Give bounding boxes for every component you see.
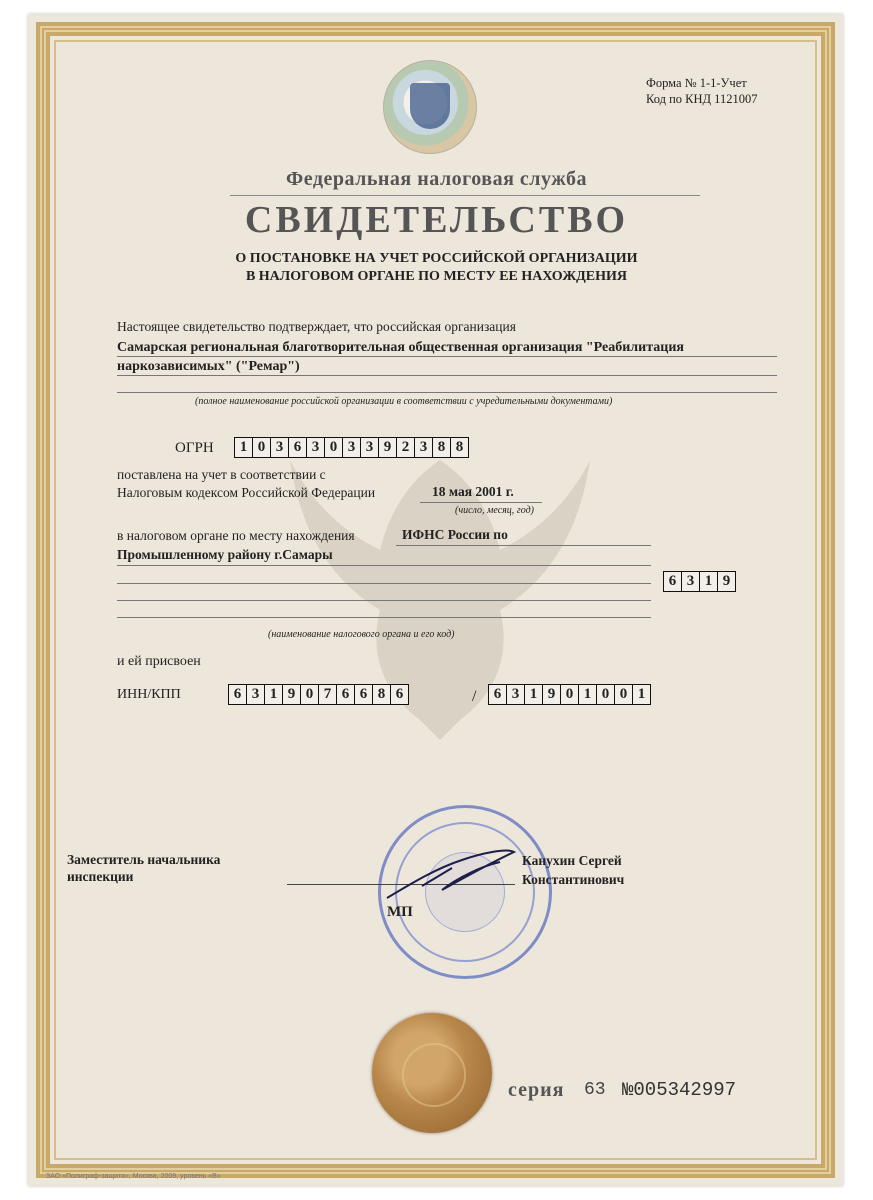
org-name-line: наркозависимых" ("Ремар") [117, 359, 300, 374]
underline [117, 583, 651, 584]
ogrn-label: ОГРН [175, 440, 214, 456]
digit-cell: 0 [597, 685, 615, 704]
digit-cell: 3 [307, 438, 325, 457]
date-underline [420, 502, 542, 503]
intro-text: Настоящее свидетельство подтверждает, что российская организация [117, 319, 516, 334]
assigned-text: и ей присвоен [117, 654, 201, 669]
underline [117, 600, 651, 601]
registration-text [117, 466, 375, 502]
reg-line: поставлена на учет в соответствии с [117, 467, 326, 482]
digit-cell: 0 [325, 438, 343, 457]
signature-icon [382, 838, 522, 908]
registration-date: 18 мая 2001 г. [432, 484, 514, 499]
digit-cell: 9 [379, 438, 397, 457]
digit-cell: 6 [337, 685, 355, 704]
org-name-line: Самарская региональная благотворительная общественная организация "Реабилитация [117, 340, 684, 355]
stamp-place-label: МП [387, 904, 413, 920]
digit-cell: 8 [433, 438, 451, 457]
digit-cell: 6 [289, 438, 307, 457]
digit-cell: 3 [507, 685, 525, 704]
date-hint: (число, месяц, год) [455, 505, 534, 516]
subtitle-line: О ПОСТАНОВКЕ НА УЧЕТ РОССИЙСКОЙ ОРГАНИЗАЦИИ [235, 251, 638, 266]
digit-cell: 3 [247, 685, 265, 704]
tax-office-code-cells [663, 571, 736, 592]
organization-name [117, 338, 777, 376]
digit-cell: 1 [579, 685, 597, 704]
digit-cell: 3 [271, 438, 289, 457]
agency-name: Федеральная налоговая служба [286, 168, 587, 190]
inn-kpp-separator: / [472, 688, 477, 705]
tax-office-hint: (наименование налогового органа и его код) [268, 629, 455, 640]
ogrn-cells [234, 437, 469, 458]
document-title: СВИДЕТЕЛЬСТВО [244, 199, 629, 241]
agency-underline [230, 195, 700, 196]
digit-cell: 8 [455, 439, 464, 455]
digit-cell: 1 [637, 686, 646, 702]
series-label: серия [508, 1079, 565, 1101]
digit-cell: 9 [283, 685, 301, 704]
tax-office-name-cont: Промышленному району г.Самары [117, 547, 333, 562]
inn-kpp-label: ИНН/КПП [117, 687, 181, 702]
kpp-cells [488, 684, 651, 705]
digit-cell: 2 [397, 438, 415, 457]
digit-cell: 1 [235, 438, 253, 457]
digit-cell: 0 [301, 685, 319, 704]
gold-seal-icon [372, 1013, 492, 1133]
underline [117, 565, 651, 566]
signer-name [522, 851, 624, 889]
certificate-number: №005342997 [622, 1079, 737, 1101]
signer-name-line: Канухин Сергей [522, 853, 622, 868]
digit-cell: 9 [543, 685, 561, 704]
digit-cell: 1 [700, 572, 718, 591]
hologram-emblem-icon [383, 60, 477, 154]
digit-cell: 3 [682, 572, 700, 591]
underline [117, 617, 651, 618]
org-name-hint: (полное наименование российской организации в соответствии с учредительными документами) [195, 396, 613, 407]
digit-cell: 8 [373, 685, 391, 704]
knd-code: Код по КНД 1121007 [646, 92, 758, 106]
form-line: Форма № 1-1-Учет [646, 76, 747, 90]
document-subtitle [0, 250, 873, 286]
digit-cell: 0 [561, 685, 579, 704]
subtitle-line: В НАЛОГОВОМ ОРГАНЕ ПО МЕСТУ ЕЕ НАХОЖДЕНИЯ [245, 269, 628, 284]
digit-cell: 6 [229, 685, 247, 704]
inn-cells [228, 684, 409, 705]
digit-cell: 3 [415, 438, 433, 457]
digit-cell: 7 [319, 685, 337, 704]
digit-cell: 6 [355, 685, 373, 704]
form-number [646, 75, 757, 107]
position-line: Заместитель начальника [67, 852, 221, 867]
digit-cell: 1 [525, 685, 543, 704]
underline [117, 375, 777, 376]
signer-name-line: Константинович [522, 872, 625, 887]
digit-cell: 3 [361, 438, 379, 457]
digit-cell: 1 [265, 685, 283, 704]
digit-cell: 0 [615, 685, 633, 704]
underline [117, 392, 777, 393]
digit-cell: 6 [489, 685, 507, 704]
reg-line: Налоговым кодексом Российской Федерации [117, 485, 376, 500]
digit-cell: 0 [253, 438, 271, 457]
underline [117, 356, 777, 357]
tax-office-name: ИФНС России по [402, 527, 508, 542]
digit-cell: 3 [343, 438, 361, 457]
tax-office-label: в налоговом органе по месту нахождения [117, 528, 355, 543]
digit-cell: 6 [664, 572, 682, 591]
underline [396, 545, 651, 546]
position-line: инспекции [67, 869, 134, 884]
series-number: 63 [584, 1080, 606, 1100]
signer-position [67, 851, 220, 885]
digit-cell: 6 [395, 686, 404, 702]
digit-cell: 9 [722, 573, 731, 589]
printer-imprint: ЗАО «Полиграф-защита», Москва, 2009, уровень «В» [46, 1173, 221, 1180]
